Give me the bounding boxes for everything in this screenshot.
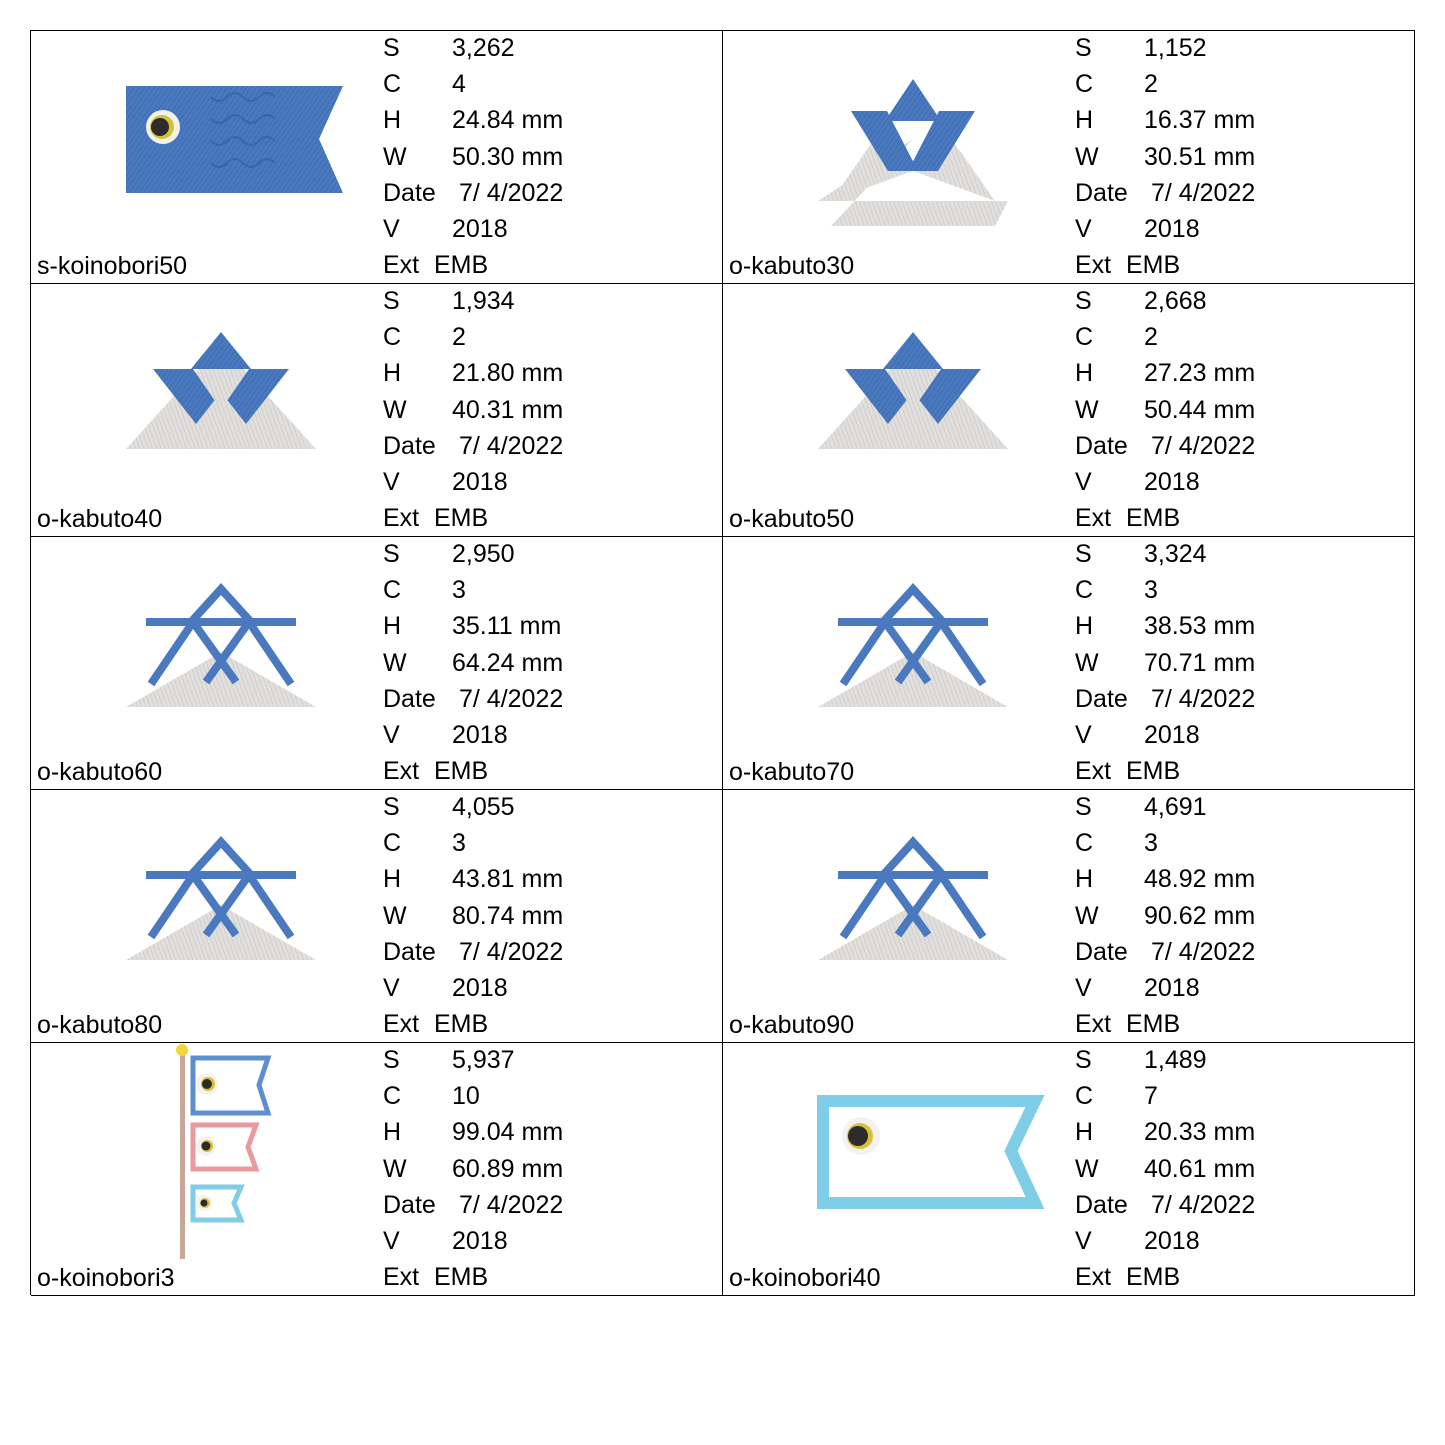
design-cell bbox=[723, 31, 1415, 284]
design-info bbox=[1075, 284, 1256, 537]
colors-value: 3 bbox=[452, 576, 466, 605]
version-label: V bbox=[1075, 1226, 1092, 1255]
stitches-value: 3,262 bbox=[452, 34, 515, 62]
extension-label: Ext bbox=[1075, 251, 1112, 280]
height-value: 35.11 mm bbox=[452, 612, 562, 641]
colors-label: C bbox=[1075, 70, 1094, 99]
kabuto-helmet-icon bbox=[71, 284, 371, 509]
extension-label: Ext bbox=[383, 1263, 420, 1292]
design-file-name: o-kabuto60 bbox=[37, 758, 163, 786]
height-label: H bbox=[1075, 359, 1094, 388]
design-cell bbox=[723, 790, 1415, 1043]
date-value: 7/ 4/2022 bbox=[459, 431, 564, 460]
colors-label: C bbox=[383, 576, 402, 605]
design-cell bbox=[31, 284, 723, 537]
width-value: 60.89 mm bbox=[452, 1154, 564, 1183]
design-sheet bbox=[30, 30, 1415, 1295]
extension-label: Ext bbox=[383, 757, 420, 786]
colors-value: 4 bbox=[452, 70, 466, 99]
height-label: H bbox=[1075, 865, 1094, 894]
version-value: 2018 bbox=[452, 973, 508, 1002]
design-file-name: o-kabuto30 bbox=[729, 252, 855, 280]
version-label: V bbox=[383, 467, 400, 496]
stitches-label: S bbox=[1075, 540, 1092, 568]
width-label: W bbox=[1075, 142, 1099, 171]
height-label: H bbox=[383, 612, 402, 641]
date-label: Date bbox=[383, 1190, 436, 1219]
design-cell bbox=[723, 1043, 1415, 1296]
extension-value: EMB bbox=[434, 1263, 489, 1292]
design-file-name: o-kabuto50 bbox=[729, 505, 855, 533]
design-info bbox=[383, 537, 564, 790]
version-value: 2018 bbox=[452, 1226, 508, 1255]
width-value: 80.74 mm bbox=[452, 901, 564, 930]
version-value: 2018 bbox=[1144, 973, 1200, 1002]
extension-value: EMB bbox=[434, 757, 489, 786]
width-value: 50.30 mm bbox=[452, 142, 564, 171]
height-label: H bbox=[1075, 612, 1094, 641]
width-value: 70.71 mm bbox=[1144, 648, 1256, 677]
version-label: V bbox=[1075, 467, 1092, 496]
stitches-value: 2,950 bbox=[452, 540, 515, 568]
height-label: H bbox=[383, 106, 402, 135]
extension-label: Ext bbox=[383, 1010, 420, 1039]
height-value: 38.53 mm bbox=[1144, 612, 1256, 641]
version-label: V bbox=[1075, 720, 1092, 749]
date-value: 7/ 4/2022 bbox=[459, 937, 564, 966]
width-value: 90.62 mm bbox=[1144, 901, 1256, 930]
design-file-name: o-kabuto90 bbox=[729, 1011, 855, 1039]
version-label: V bbox=[383, 1226, 400, 1255]
width-value: 40.31 mm bbox=[452, 395, 564, 424]
colors-label: C bbox=[383, 70, 402, 99]
version-value: 2018 bbox=[452, 467, 508, 496]
version-label: V bbox=[1075, 973, 1092, 1002]
stitches-label: S bbox=[383, 1046, 400, 1074]
extension-value: EMB bbox=[434, 504, 489, 533]
design-cell bbox=[31, 537, 723, 790]
design-file-name: s-koinobori50 bbox=[37, 252, 188, 280]
extension-label: Ext bbox=[1075, 1010, 1112, 1039]
extension-label: Ext bbox=[1075, 757, 1112, 786]
version-label: V bbox=[383, 973, 400, 1002]
height-value: 43.81 mm bbox=[452, 865, 564, 894]
width-label: W bbox=[1075, 1154, 1099, 1183]
stitches-value: 1,152 bbox=[1144, 34, 1207, 62]
extension-value: EMB bbox=[434, 251, 489, 280]
height-value: 27.23 mm bbox=[1144, 359, 1256, 388]
design-file-name: o-koinobori3 bbox=[37, 1264, 175, 1292]
height-value: 21.80 mm bbox=[452, 359, 564, 388]
height-value: 48.92 mm bbox=[1144, 865, 1256, 894]
stitches-label: S bbox=[383, 793, 400, 821]
date-label: Date bbox=[1075, 684, 1128, 713]
design-cell bbox=[723, 284, 1415, 537]
colors-value: 10 bbox=[452, 1082, 480, 1111]
date-label: Date bbox=[383, 178, 436, 207]
colors-label: C bbox=[1075, 829, 1094, 858]
extension-value: EMB bbox=[1126, 1010, 1181, 1039]
width-value: 50.44 mm bbox=[1144, 395, 1256, 424]
design-info bbox=[1075, 537, 1256, 790]
extension-value: EMB bbox=[1126, 504, 1181, 533]
colors-label: C bbox=[383, 323, 402, 352]
design-file-name: o-kabuto70 bbox=[729, 758, 855, 786]
date-label: Date bbox=[383, 684, 436, 713]
width-value: 64.24 mm bbox=[452, 648, 564, 677]
design-info bbox=[1075, 790, 1256, 1043]
width-label: W bbox=[1075, 901, 1099, 930]
design-info bbox=[1075, 1043, 1256, 1296]
version-value: 2018 bbox=[1144, 1226, 1200, 1255]
kabuto-helmet-icon bbox=[763, 31, 1063, 256]
version-value: 2018 bbox=[1144, 214, 1200, 243]
date-value: 7/ 4/2022 bbox=[459, 684, 564, 713]
version-label: V bbox=[383, 720, 400, 749]
extension-label: Ext bbox=[1075, 1263, 1112, 1292]
width-label: W bbox=[383, 648, 407, 677]
height-label: H bbox=[1075, 106, 1094, 135]
stitches-label: S bbox=[1075, 1046, 1092, 1074]
koinobori-pole-icon bbox=[71, 1043, 371, 1268]
extension-value: EMB bbox=[1126, 1263, 1181, 1292]
design-info bbox=[383, 31, 564, 284]
height-label: H bbox=[383, 865, 402, 894]
stitches-value: 5,937 bbox=[452, 1046, 515, 1074]
extension-label: Ext bbox=[383, 504, 420, 533]
design-info bbox=[383, 1043, 564, 1296]
height-label: H bbox=[383, 359, 402, 388]
width-label: W bbox=[383, 1154, 407, 1183]
koinobori-flag-icon bbox=[71, 31, 371, 256]
colors-label: C bbox=[383, 829, 402, 858]
height-value: 24.84 mm bbox=[452, 106, 564, 135]
colors-label: C bbox=[1075, 1082, 1094, 1111]
width-value: 30.51 mm bbox=[1144, 142, 1256, 171]
kabuto-outline-icon bbox=[71, 537, 371, 762]
width-label: W bbox=[1075, 648, 1099, 677]
date-label: Date bbox=[1075, 431, 1128, 460]
width-label: W bbox=[383, 395, 407, 424]
stitches-label: S bbox=[383, 287, 400, 315]
extension-value: EMB bbox=[1126, 757, 1181, 786]
extension-value: EMB bbox=[434, 1010, 489, 1039]
design-file-name: o-kabuto40 bbox=[37, 505, 163, 533]
design-info bbox=[383, 790, 564, 1043]
design-file-name: o-koinobori40 bbox=[729, 1264, 881, 1292]
design-cell bbox=[31, 31, 723, 284]
design-cell bbox=[31, 790, 723, 1043]
stitches-label: S bbox=[1075, 287, 1092, 315]
date-label: Date bbox=[383, 937, 436, 966]
date-value: 7/ 4/2022 bbox=[1151, 937, 1256, 966]
design-file-name: o-kabuto80 bbox=[37, 1011, 163, 1039]
colors-value: 3 bbox=[1144, 576, 1158, 605]
colors-value: 3 bbox=[1144, 829, 1158, 858]
version-label: V bbox=[383, 214, 400, 243]
koinobori-outline-icon bbox=[763, 1043, 1063, 1268]
stitches-value: 3,324 bbox=[1144, 540, 1207, 568]
design-cell bbox=[31, 1043, 723, 1296]
version-value: 2018 bbox=[452, 720, 508, 749]
design-info bbox=[383, 284, 564, 537]
width-value: 40.61 mm bbox=[1144, 1154, 1256, 1183]
height-label: H bbox=[383, 1118, 402, 1147]
date-value: 7/ 4/2022 bbox=[1151, 1190, 1256, 1219]
date-label: Date bbox=[1075, 937, 1128, 966]
stitches-value: 2,668 bbox=[1144, 287, 1207, 315]
colors-value: 2 bbox=[1144, 323, 1158, 352]
colors-value: 3 bbox=[452, 829, 466, 858]
stitches-value: 4,691 bbox=[1144, 793, 1207, 821]
colors-label: C bbox=[1075, 323, 1094, 352]
version-value: 2018 bbox=[452, 214, 508, 243]
date-label: Date bbox=[1075, 1190, 1128, 1219]
date-label: Date bbox=[383, 431, 436, 460]
stitches-value: 1,934 bbox=[452, 287, 515, 315]
kabuto-helmet-icon bbox=[763, 284, 1063, 509]
colors-value: 7 bbox=[1144, 1082, 1158, 1111]
kabuto-outline-icon bbox=[71, 790, 371, 1015]
kabuto-outline-icon bbox=[763, 790, 1063, 1015]
date-value: 7/ 4/2022 bbox=[1151, 684, 1256, 713]
stitches-value: 4,055 bbox=[452, 793, 515, 821]
date-value: 7/ 4/2022 bbox=[459, 178, 564, 207]
date-value: 7/ 4/2022 bbox=[1151, 431, 1256, 460]
colors-label: C bbox=[383, 1082, 402, 1111]
kabuto-outline-icon bbox=[763, 537, 1063, 762]
version-label: V bbox=[1075, 214, 1092, 243]
stitches-label: S bbox=[383, 540, 400, 568]
date-value: 7/ 4/2022 bbox=[1151, 178, 1256, 207]
extension-label: Ext bbox=[1075, 504, 1112, 533]
date-label: Date bbox=[1075, 178, 1128, 207]
height-value: 16.37 mm bbox=[1144, 106, 1256, 135]
design-cell bbox=[723, 537, 1415, 790]
height-label: H bbox=[1075, 1118, 1094, 1147]
design-info bbox=[1075, 31, 1256, 284]
version-value: 2018 bbox=[1144, 467, 1200, 496]
height-value: 99.04 mm bbox=[452, 1118, 564, 1147]
stitches-label: S bbox=[1075, 793, 1092, 821]
version-value: 2018 bbox=[1144, 720, 1200, 749]
extension-value: EMB bbox=[1126, 251, 1181, 280]
colors-label: C bbox=[1075, 576, 1094, 605]
date-value: 7/ 4/2022 bbox=[459, 1190, 564, 1219]
stitches-label: S bbox=[1075, 34, 1092, 62]
colors-value: 2 bbox=[1144, 70, 1158, 99]
stitches-label: S bbox=[383, 34, 400, 62]
width-label: W bbox=[383, 142, 407, 171]
extension-label: Ext bbox=[383, 251, 420, 280]
width-label: W bbox=[1075, 395, 1099, 424]
colors-value: 2 bbox=[452, 323, 466, 352]
height-value: 20.33 mm bbox=[1144, 1118, 1256, 1147]
stitches-value: 1,489 bbox=[1144, 1046, 1207, 1074]
width-label: W bbox=[383, 901, 407, 930]
